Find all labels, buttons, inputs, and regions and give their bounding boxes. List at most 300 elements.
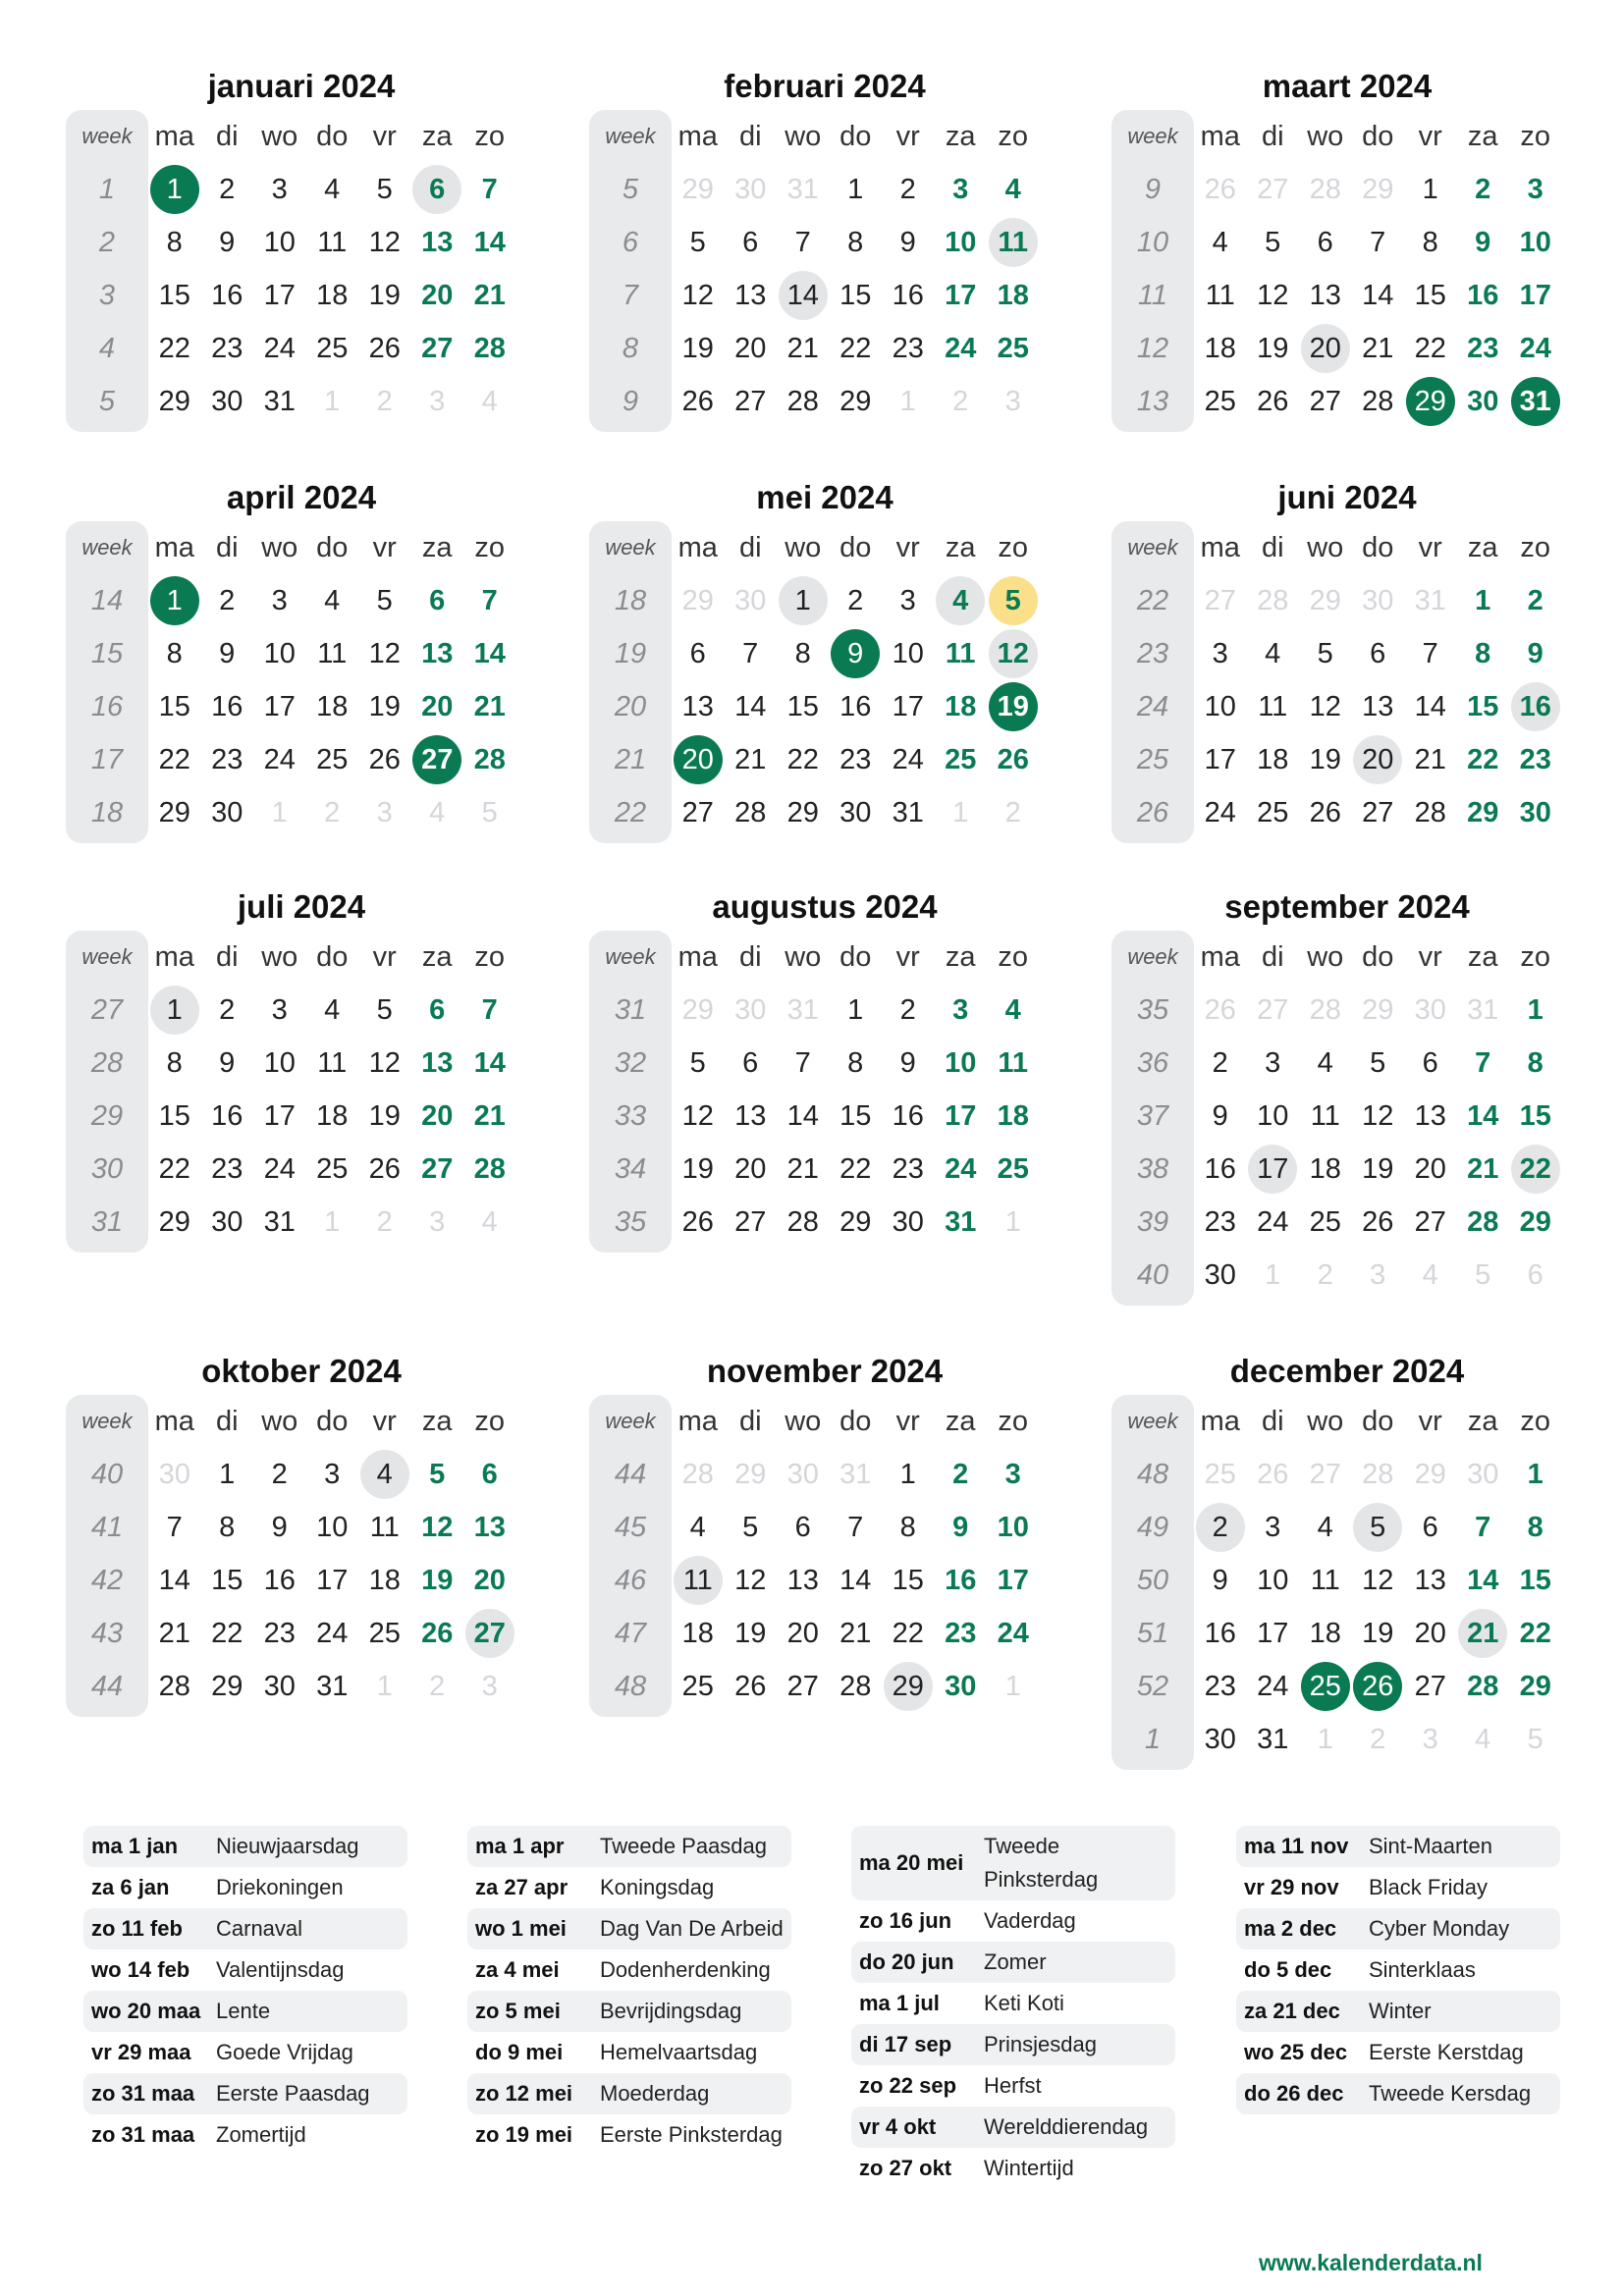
day-cell[interactable]: [1509, 1713, 1562, 1766]
day-cell[interactable]: [463, 1448, 516, 1501]
day-cell[interactable]: [306, 1143, 359, 1196]
day-cell[interactable]: [463, 1554, 516, 1607]
day-cell[interactable]: [201, 1090, 254, 1143]
day-cell[interactable]: [777, 322, 830, 375]
day-cell[interactable]: [935, 1660, 988, 1713]
day-cell[interactable]: [1299, 216, 1352, 269]
day-cell[interactable]: [1457, 1554, 1510, 1607]
day-cell[interactable]: [358, 216, 411, 269]
day-cell[interactable]: [830, 1448, 883, 1501]
day-cell[interactable]: [1509, 1037, 1562, 1090]
day-cell[interactable]: [882, 375, 935, 428]
day-cell[interactable]: [148, 1196, 201, 1249]
day-cell[interactable]: [672, 733, 725, 786]
day-cell[interactable]: [201, 733, 254, 786]
day-cell[interactable]: [725, 375, 778, 428]
day-cell[interactable]: [1352, 1196, 1405, 1249]
day-cell[interactable]: [1299, 1607, 1352, 1660]
day-cell[interactable]: [777, 163, 830, 216]
day-cell[interactable]: [201, 627, 254, 680]
day-cell[interactable]: [148, 163, 201, 216]
day-cell[interactable]: [672, 1607, 725, 1660]
day-cell[interactable]: [777, 627, 830, 680]
day-cell[interactable]: [725, 163, 778, 216]
day-cell[interactable]: [830, 163, 883, 216]
day-cell[interactable]: [253, 375, 306, 428]
day-cell[interactable]: [1404, 984, 1457, 1037]
day-cell[interactable]: [882, 1660, 935, 1713]
day-cell[interactable]: [1299, 1660, 1352, 1713]
day-cell[interactable]: [148, 984, 201, 1037]
day-cell[interactable]: [987, 1037, 1040, 1090]
day-cell[interactable]: [306, 322, 359, 375]
day-cell[interactable]: [463, 984, 516, 1037]
day-cell[interactable]: [411, 1554, 464, 1607]
day-cell[interactable]: [1247, 1501, 1300, 1554]
day-cell[interactable]: [1509, 1448, 1562, 1501]
day-cell[interactable]: [411, 1143, 464, 1196]
day-cell[interactable]: [411, 627, 464, 680]
day-cell[interactable]: [830, 1501, 883, 1554]
day-cell[interactable]: [1194, 627, 1247, 680]
day-cell[interactable]: [830, 984, 883, 1037]
day-cell[interactable]: [1299, 627, 1352, 680]
day-cell[interactable]: [1247, 574, 1300, 627]
day-cell[interactable]: [358, 574, 411, 627]
day-cell[interactable]: [201, 680, 254, 733]
day-cell[interactable]: [253, 1090, 306, 1143]
day-cell[interactable]: [1299, 1196, 1352, 1249]
day-cell[interactable]: [1404, 574, 1457, 627]
day-cell[interactable]: [882, 1501, 935, 1554]
day-cell[interactable]: [725, 574, 778, 627]
day-cell[interactable]: [148, 1448, 201, 1501]
day-cell[interactable]: [148, 1090, 201, 1143]
day-cell[interactable]: [1457, 1249, 1510, 1302]
day-cell[interactable]: [411, 1501, 464, 1554]
day-cell[interactable]: [358, 1501, 411, 1554]
day-cell[interactable]: [1457, 269, 1510, 322]
day-cell[interactable]: [1247, 786, 1300, 839]
day-cell[interactable]: [411, 984, 464, 1037]
day-cell[interactable]: [777, 216, 830, 269]
day-cell[interactable]: [935, 984, 988, 1037]
day-cell[interactable]: [777, 1448, 830, 1501]
day-cell[interactable]: [1299, 733, 1352, 786]
day-cell[interactable]: [1457, 1143, 1510, 1196]
day-cell[interactable]: [1299, 1713, 1352, 1766]
day-cell[interactable]: [777, 1090, 830, 1143]
day-cell[interactable]: [1194, 1607, 1247, 1660]
day-cell[interactable]: [1509, 269, 1562, 322]
day-cell[interactable]: [1194, 1501, 1247, 1554]
day-cell[interactable]: [411, 1037, 464, 1090]
day-cell[interactable]: [830, 1554, 883, 1607]
day-cell[interactable]: [1299, 1501, 1352, 1554]
day-cell[interactable]: [463, 733, 516, 786]
day-cell[interactable]: [725, 1143, 778, 1196]
day-cell[interactable]: [1404, 1660, 1457, 1713]
day-cell[interactable]: [830, 1607, 883, 1660]
day-cell[interactable]: [935, 680, 988, 733]
day-cell[interactable]: [358, 1607, 411, 1660]
day-cell[interactable]: [987, 733, 1040, 786]
day-cell[interactable]: [1457, 627, 1510, 680]
day-cell[interactable]: [1194, 1249, 1247, 1302]
day-cell[interactable]: [1299, 375, 1352, 428]
day-cell[interactable]: [1352, 574, 1405, 627]
day-cell[interactable]: [777, 1607, 830, 1660]
day-cell[interactable]: [306, 627, 359, 680]
day-cell[interactable]: [201, 984, 254, 1037]
day-cell[interactable]: [987, 1196, 1040, 1249]
day-cell[interactable]: [935, 269, 988, 322]
day-cell[interactable]: [1299, 984, 1352, 1037]
day-cell[interactable]: [725, 627, 778, 680]
day-cell[interactable]: [463, 322, 516, 375]
day-cell[interactable]: [672, 322, 725, 375]
day-cell[interactable]: [306, 984, 359, 1037]
day-cell[interactable]: [882, 1607, 935, 1660]
day-cell[interactable]: [1299, 163, 1352, 216]
day-cell[interactable]: [1457, 322, 1510, 375]
day-cell[interactable]: [777, 1554, 830, 1607]
day-cell[interactable]: [777, 1037, 830, 1090]
day-cell[interactable]: [1404, 733, 1457, 786]
day-cell[interactable]: [1299, 1448, 1352, 1501]
day-cell[interactable]: [1194, 1660, 1247, 1713]
day-cell[interactable]: [358, 1554, 411, 1607]
day-cell[interactable]: [1404, 269, 1457, 322]
day-cell[interactable]: [253, 1196, 306, 1249]
day-cell[interactable]: [672, 786, 725, 839]
day-cell[interactable]: [1299, 1037, 1352, 1090]
day-cell[interactable]: [1247, 1037, 1300, 1090]
day-cell[interactable]: [830, 1660, 883, 1713]
day-cell[interactable]: [1352, 984, 1405, 1037]
day-cell[interactable]: [830, 322, 883, 375]
day-cell[interactable]: [463, 375, 516, 428]
day-cell[interactable]: [1352, 1554, 1405, 1607]
day-cell[interactable]: [882, 322, 935, 375]
day-cell[interactable]: [463, 680, 516, 733]
day-cell[interactable]: [463, 627, 516, 680]
day-cell[interactable]: [987, 322, 1040, 375]
day-cell[interactable]: [672, 1143, 725, 1196]
day-cell[interactable]: [148, 786, 201, 839]
day-cell[interactable]: [1352, 322, 1405, 375]
day-cell[interactable]: [1299, 680, 1352, 733]
day-cell[interactable]: [935, 1607, 988, 1660]
day-cell[interactable]: [1352, 216, 1405, 269]
day-cell[interactable]: [1509, 163, 1562, 216]
day-cell[interactable]: [253, 627, 306, 680]
day-cell[interactable]: [725, 1448, 778, 1501]
day-cell[interactable]: [201, 375, 254, 428]
day-cell[interactable]: [306, 1660, 359, 1713]
day-cell[interactable]: [358, 163, 411, 216]
day-cell[interactable]: [882, 163, 935, 216]
day-cell[interactable]: [411, 733, 464, 786]
day-cell[interactable]: [777, 574, 830, 627]
day-cell[interactable]: [1352, 1448, 1405, 1501]
day-cell[interactable]: [777, 375, 830, 428]
day-cell[interactable]: [463, 269, 516, 322]
day-cell[interactable]: [935, 1501, 988, 1554]
day-cell[interactable]: [1299, 574, 1352, 627]
day-cell[interactable]: [672, 1660, 725, 1713]
day-cell[interactable]: [201, 1554, 254, 1607]
day-cell[interactable]: [1404, 680, 1457, 733]
day-cell[interactable]: [672, 574, 725, 627]
day-cell[interactable]: [148, 1607, 201, 1660]
day-cell[interactable]: [1457, 1660, 1510, 1713]
day-cell[interactable]: [882, 627, 935, 680]
day-cell[interactable]: [201, 1660, 254, 1713]
day-cell[interactable]: [935, 1448, 988, 1501]
day-cell[interactable]: [935, 163, 988, 216]
day-cell[interactable]: [1247, 216, 1300, 269]
day-cell[interactable]: [358, 375, 411, 428]
day-cell[interactable]: [1247, 1713, 1300, 1766]
day-cell[interactable]: [987, 375, 1040, 428]
day-cell[interactable]: [358, 1660, 411, 1713]
day-cell[interactable]: [777, 1196, 830, 1249]
day-cell[interactable]: [1509, 216, 1562, 269]
day-cell[interactable]: [830, 680, 883, 733]
day-cell[interactable]: [253, 574, 306, 627]
day-cell[interactable]: [1457, 1713, 1510, 1766]
day-cell[interactable]: [253, 1448, 306, 1501]
day-cell[interactable]: [148, 322, 201, 375]
day-cell[interactable]: [148, 1501, 201, 1554]
day-cell[interactable]: [987, 1554, 1040, 1607]
day-cell[interactable]: [1194, 163, 1247, 216]
day-cell[interactable]: [777, 733, 830, 786]
day-cell[interactable]: [306, 574, 359, 627]
day-cell[interactable]: [201, 1196, 254, 1249]
day-cell[interactable]: [1404, 375, 1457, 428]
day-cell[interactable]: [1352, 786, 1405, 839]
day-cell[interactable]: [882, 1448, 935, 1501]
day-cell[interactable]: [253, 322, 306, 375]
day-cell[interactable]: [1247, 1143, 1300, 1196]
day-cell[interactable]: [306, 1554, 359, 1607]
day-cell[interactable]: [201, 216, 254, 269]
day-cell[interactable]: [148, 1554, 201, 1607]
day-cell[interactable]: [358, 1448, 411, 1501]
day-cell[interactable]: [987, 627, 1040, 680]
day-cell[interactable]: [1404, 1554, 1457, 1607]
day-cell[interactable]: [725, 269, 778, 322]
website-link[interactable]: www.kalenderdata.nl: [1259, 2250, 1483, 2275]
day-cell[interactable]: [1352, 1501, 1405, 1554]
day-cell[interactable]: [935, 1554, 988, 1607]
day-cell[interactable]: [463, 786, 516, 839]
day-cell[interactable]: [463, 163, 516, 216]
day-cell[interactable]: [463, 1090, 516, 1143]
day-cell[interactable]: [148, 1037, 201, 1090]
day-cell[interactable]: [777, 1501, 830, 1554]
day-cell[interactable]: [672, 1090, 725, 1143]
day-cell[interactable]: [830, 733, 883, 786]
day-cell[interactable]: [830, 1037, 883, 1090]
day-cell[interactable]: [1247, 1090, 1300, 1143]
day-cell[interactable]: [1509, 1090, 1562, 1143]
day-cell[interactable]: [1352, 733, 1405, 786]
day-cell[interactable]: [935, 1143, 988, 1196]
day-cell[interactable]: [1352, 1713, 1405, 1766]
day-cell[interactable]: [1194, 574, 1247, 627]
day-cell[interactable]: [1509, 680, 1562, 733]
day-cell[interactable]: [1404, 1249, 1457, 1302]
day-cell[interactable]: [935, 322, 988, 375]
day-cell[interactable]: [882, 786, 935, 839]
day-cell[interactable]: [725, 1090, 778, 1143]
day-cell[interactable]: [1404, 786, 1457, 839]
day-cell[interactable]: [672, 163, 725, 216]
day-cell[interactable]: [306, 1607, 359, 1660]
day-cell[interactable]: [1509, 574, 1562, 627]
day-cell[interactable]: [148, 216, 201, 269]
day-cell[interactable]: [148, 375, 201, 428]
day-cell[interactable]: [253, 216, 306, 269]
day-cell[interactable]: [935, 1037, 988, 1090]
day-cell[interactable]: [411, 269, 464, 322]
day-cell[interactable]: [201, 1143, 254, 1196]
day-cell[interactable]: [935, 574, 988, 627]
day-cell[interactable]: [1299, 1249, 1352, 1302]
day-cell[interactable]: [358, 786, 411, 839]
day-cell[interactable]: [725, 322, 778, 375]
day-cell[interactable]: [725, 786, 778, 839]
day-cell[interactable]: [1457, 1196, 1510, 1249]
day-cell[interactable]: [1509, 733, 1562, 786]
day-cell[interactable]: [148, 1660, 201, 1713]
day-cell[interactable]: [411, 786, 464, 839]
day-cell[interactable]: [463, 1607, 516, 1660]
day-cell[interactable]: [306, 375, 359, 428]
day-cell[interactable]: [1352, 1607, 1405, 1660]
day-cell[interactable]: [1247, 1554, 1300, 1607]
day-cell[interactable]: [672, 269, 725, 322]
day-cell[interactable]: [463, 574, 516, 627]
day-cell[interactable]: [1457, 375, 1510, 428]
day-cell[interactable]: [830, 574, 883, 627]
day-cell[interactable]: [306, 163, 359, 216]
day-cell[interactable]: [411, 1196, 464, 1249]
day-cell[interactable]: [882, 1037, 935, 1090]
day-cell[interactable]: [201, 1501, 254, 1554]
day-cell[interactable]: [306, 1501, 359, 1554]
day-cell[interactable]: [987, 1501, 1040, 1554]
day-cell[interactable]: [358, 1090, 411, 1143]
day-cell[interactable]: [882, 1554, 935, 1607]
day-cell[interactable]: [935, 1090, 988, 1143]
day-cell[interactable]: [358, 1196, 411, 1249]
day-cell[interactable]: [935, 627, 988, 680]
day-cell[interactable]: [201, 1037, 254, 1090]
day-cell[interactable]: [148, 733, 201, 786]
day-cell[interactable]: [463, 1143, 516, 1196]
day-cell[interactable]: [1247, 322, 1300, 375]
day-cell[interactable]: [725, 1660, 778, 1713]
day-cell[interactable]: [1352, 1143, 1405, 1196]
day-cell[interactable]: [1194, 216, 1247, 269]
day-cell[interactable]: [253, 1501, 306, 1554]
day-cell[interactable]: [358, 733, 411, 786]
day-cell[interactable]: [1404, 1143, 1457, 1196]
day-cell[interactable]: [1457, 1037, 1510, 1090]
day-cell[interactable]: [411, 375, 464, 428]
day-cell[interactable]: [306, 269, 359, 322]
day-cell[interactable]: [1509, 1660, 1562, 1713]
day-cell[interactable]: [1194, 269, 1247, 322]
day-cell[interactable]: [201, 574, 254, 627]
day-cell[interactable]: [882, 574, 935, 627]
day-cell[interactable]: [411, 1448, 464, 1501]
day-cell[interactable]: [1404, 163, 1457, 216]
day-cell[interactable]: [411, 322, 464, 375]
day-cell[interactable]: [1457, 733, 1510, 786]
day-cell[interactable]: [935, 216, 988, 269]
day-cell[interactable]: [1509, 322, 1562, 375]
day-cell[interactable]: [306, 680, 359, 733]
day-cell[interactable]: [830, 627, 883, 680]
day-cell[interactable]: [1509, 786, 1562, 839]
day-cell[interactable]: [1194, 1143, 1247, 1196]
day-cell[interactable]: [1299, 1090, 1352, 1143]
day-cell[interactable]: [358, 1037, 411, 1090]
day-cell[interactable]: [830, 1143, 883, 1196]
day-cell[interactable]: [306, 1448, 359, 1501]
day-cell[interactable]: [987, 1143, 1040, 1196]
day-cell[interactable]: [463, 1660, 516, 1713]
day-cell[interactable]: [1457, 1501, 1510, 1554]
day-cell[interactable]: [1194, 1448, 1247, 1501]
day-cell[interactable]: [672, 984, 725, 1037]
day-cell[interactable]: [1299, 322, 1352, 375]
day-cell[interactable]: [411, 1607, 464, 1660]
day-cell[interactable]: [987, 574, 1040, 627]
day-cell[interactable]: [411, 574, 464, 627]
day-cell[interactable]: [253, 786, 306, 839]
day-cell[interactable]: [1194, 1713, 1247, 1766]
day-cell[interactable]: [411, 1660, 464, 1713]
day-cell[interactable]: [1299, 1143, 1352, 1196]
day-cell[interactable]: [358, 322, 411, 375]
day-cell[interactable]: [1404, 322, 1457, 375]
day-cell[interactable]: [882, 269, 935, 322]
day-cell[interactable]: [987, 984, 1040, 1037]
day-cell[interactable]: [1404, 1501, 1457, 1554]
day-cell[interactable]: [935, 786, 988, 839]
day-cell[interactable]: [830, 1196, 883, 1249]
day-cell[interactable]: [672, 627, 725, 680]
day-cell[interactable]: [1194, 322, 1247, 375]
day-cell[interactable]: [1299, 1554, 1352, 1607]
day-cell[interactable]: [1352, 680, 1405, 733]
day-cell[interactable]: [1352, 1660, 1405, 1713]
day-cell[interactable]: [253, 1037, 306, 1090]
day-cell[interactable]: [725, 984, 778, 1037]
day-cell[interactable]: [253, 984, 306, 1037]
day-cell[interactable]: [935, 375, 988, 428]
day-cell[interactable]: [201, 1448, 254, 1501]
day-cell[interactable]: [672, 1448, 725, 1501]
day-cell[interactable]: [1457, 1448, 1510, 1501]
day-cell[interactable]: [1509, 1196, 1562, 1249]
